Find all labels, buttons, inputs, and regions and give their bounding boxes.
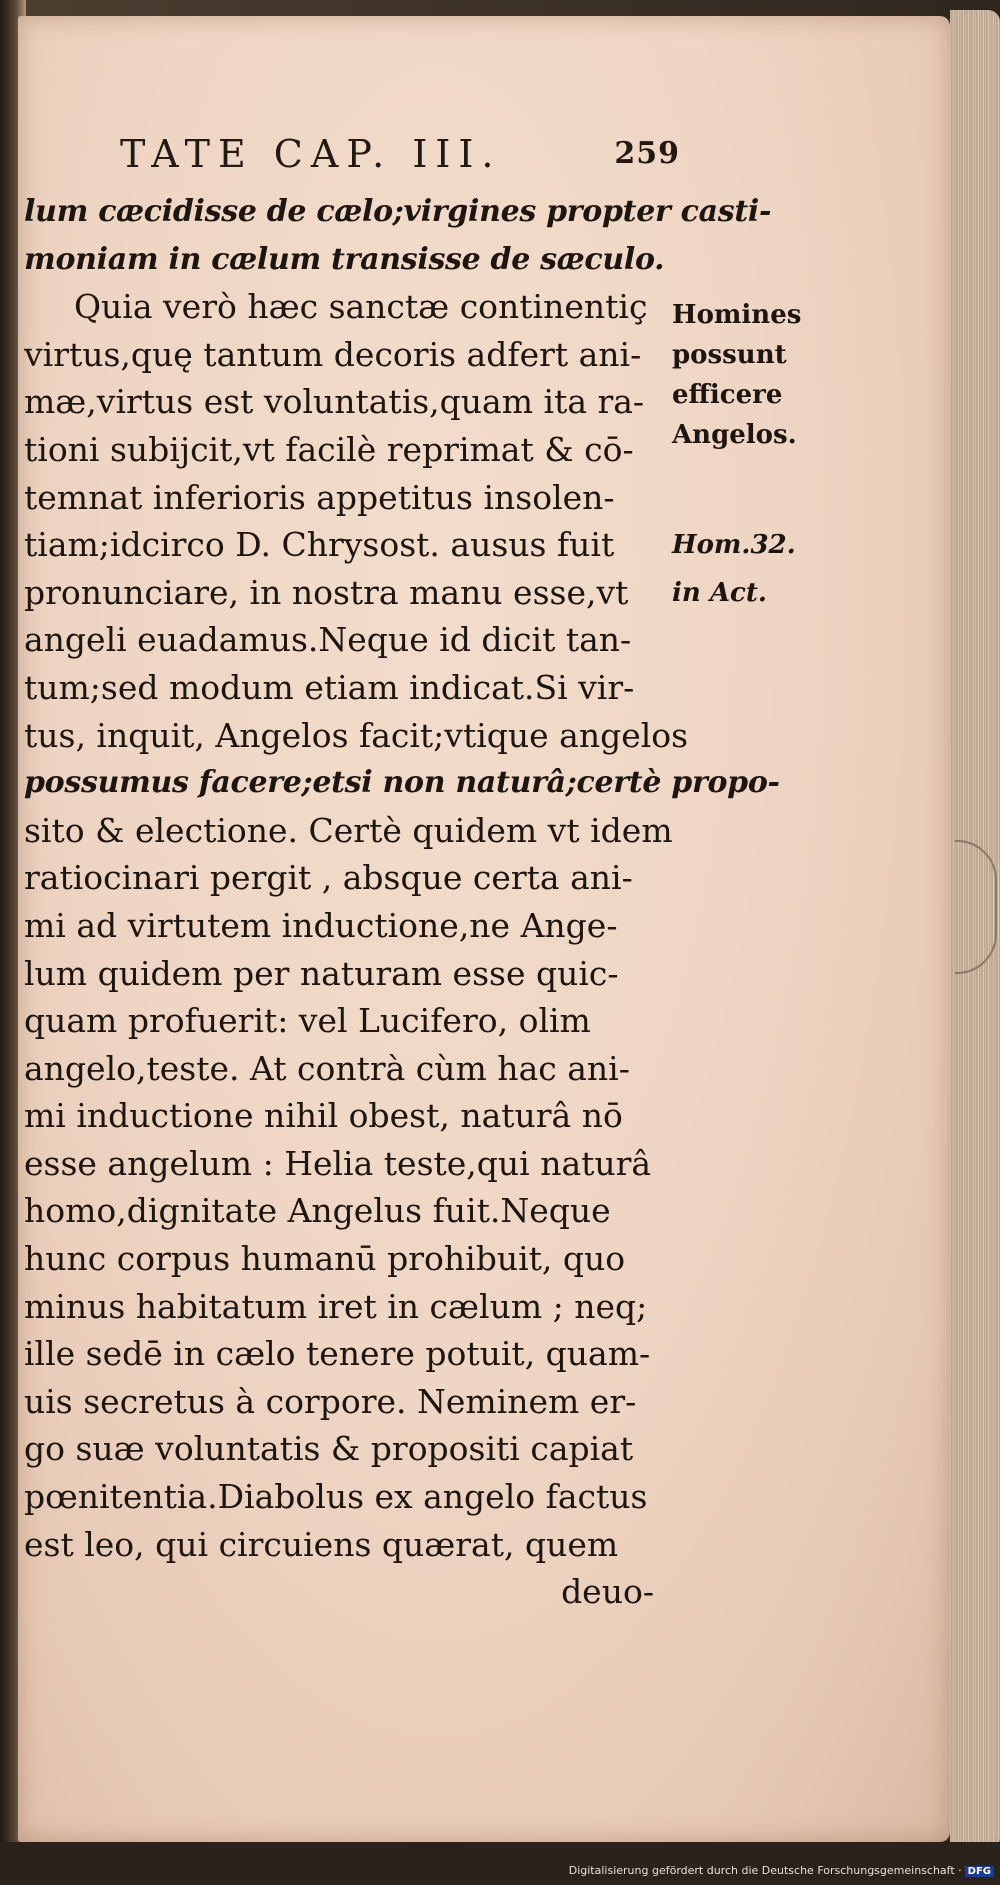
- dfg-logo: DFG: [965, 1866, 994, 1877]
- text-line: pœnitentia.Diabolus ex angelo factus: [24, 1477, 648, 1517]
- text-line: go suæ voluntatis & propositi capiat: [24, 1429, 634, 1469]
- text-line: tum;sed modum etiam indicat.Si vir-: [24, 667, 635, 707]
- text-line: sito & electione. Certè quidem vt idem: [24, 810, 673, 850]
- text-line: possumus facere;etsi non naturâ;certè propo-: [24, 765, 780, 801]
- catchword: deuo-: [561, 1572, 654, 1612]
- text-line: mi inductione nihil obest, naturâ nō: [24, 1096, 623, 1136]
- text-line: lum quidem per naturam esse quic-: [24, 953, 619, 993]
- text-line: moniam in cælum transisse de sæculo.: [24, 241, 665, 277]
- text-line: ille sedē in cælo tenere potuit, quam-: [24, 1334, 651, 1374]
- text-line: lum cæcidisse de cælo;virgines propter casti-: [24, 194, 772, 229]
- text-line: homo,dignitate Angelus fuit.Neque: [24, 1191, 611, 1231]
- text-line: angeli euadamus.Neque id dicit tan-: [24, 620, 632, 660]
- text-line: est leo, qui circuiens quærat, quem: [24, 1524, 619, 1564]
- margin-note: possunt: [672, 340, 787, 370]
- text-line: tioni subijcit,vt facilè reprimat & cō-: [24, 429, 634, 469]
- text-line: Quia verò hæc sanctæ continentiç: [74, 287, 648, 327]
- text-line: mæ,virtus est voluntatis,quam ita ra-: [24, 382, 645, 422]
- text-line: quam profuerit: vel Lucifero, olim: [24, 1001, 591, 1041]
- bookmark-tab: [955, 840, 997, 974]
- text-line: virtus,quę tantum decoris adfert ani-: [24, 334, 642, 374]
- running-head: [120, 132, 680, 180]
- running-head-title: TATE CAP. III.: [120, 132, 502, 176]
- text-line: uis secretus à corpore. Neminem er-: [24, 1381, 637, 1421]
- credit-text: Digitalisierung gefördert durch die Deutsche Forschungsgemeinschaft ·: [568, 1864, 962, 1877]
- text-line: esse angelum : Helia teste,qui naturâ: [24, 1143, 652, 1183]
- margin-note: Angelos.: [672, 420, 797, 450]
- text-line: temnat inferioris appetitus insolen-: [24, 477, 615, 517]
- text-line: minus habitatum iret in cælum ; neq;: [24, 1286, 648, 1326]
- text-line: tus, inquit, Angelos facit;vtique angelos: [24, 715, 689, 755]
- text-line: angelo,teste. At contrà cùm hac ani-: [24, 1048, 630, 1088]
- text-line: hunc corpus humanū prohibuit, quo: [24, 1239, 626, 1279]
- margin-note: efficere: [672, 380, 783, 410]
- text-line: pronunciare, in nostra manu esse,vt: [24, 572, 629, 612]
- margin-note: in Act.: [672, 578, 767, 608]
- text-line: tiam;idcirco D. Chrysost. ausus fuit: [24, 525, 615, 565]
- digitization-credit: [569, 1864, 994, 1877]
- margin-note: Hom.32.: [672, 530, 796, 560]
- page-number: 259: [614, 136, 680, 171]
- margin-note: Homines: [672, 300, 802, 330]
- text-line: mi ad virtutem inductione,ne Ange-: [24, 905, 618, 945]
- text-line: ratiocinari pergit , absque certa ani-: [24, 858, 633, 898]
